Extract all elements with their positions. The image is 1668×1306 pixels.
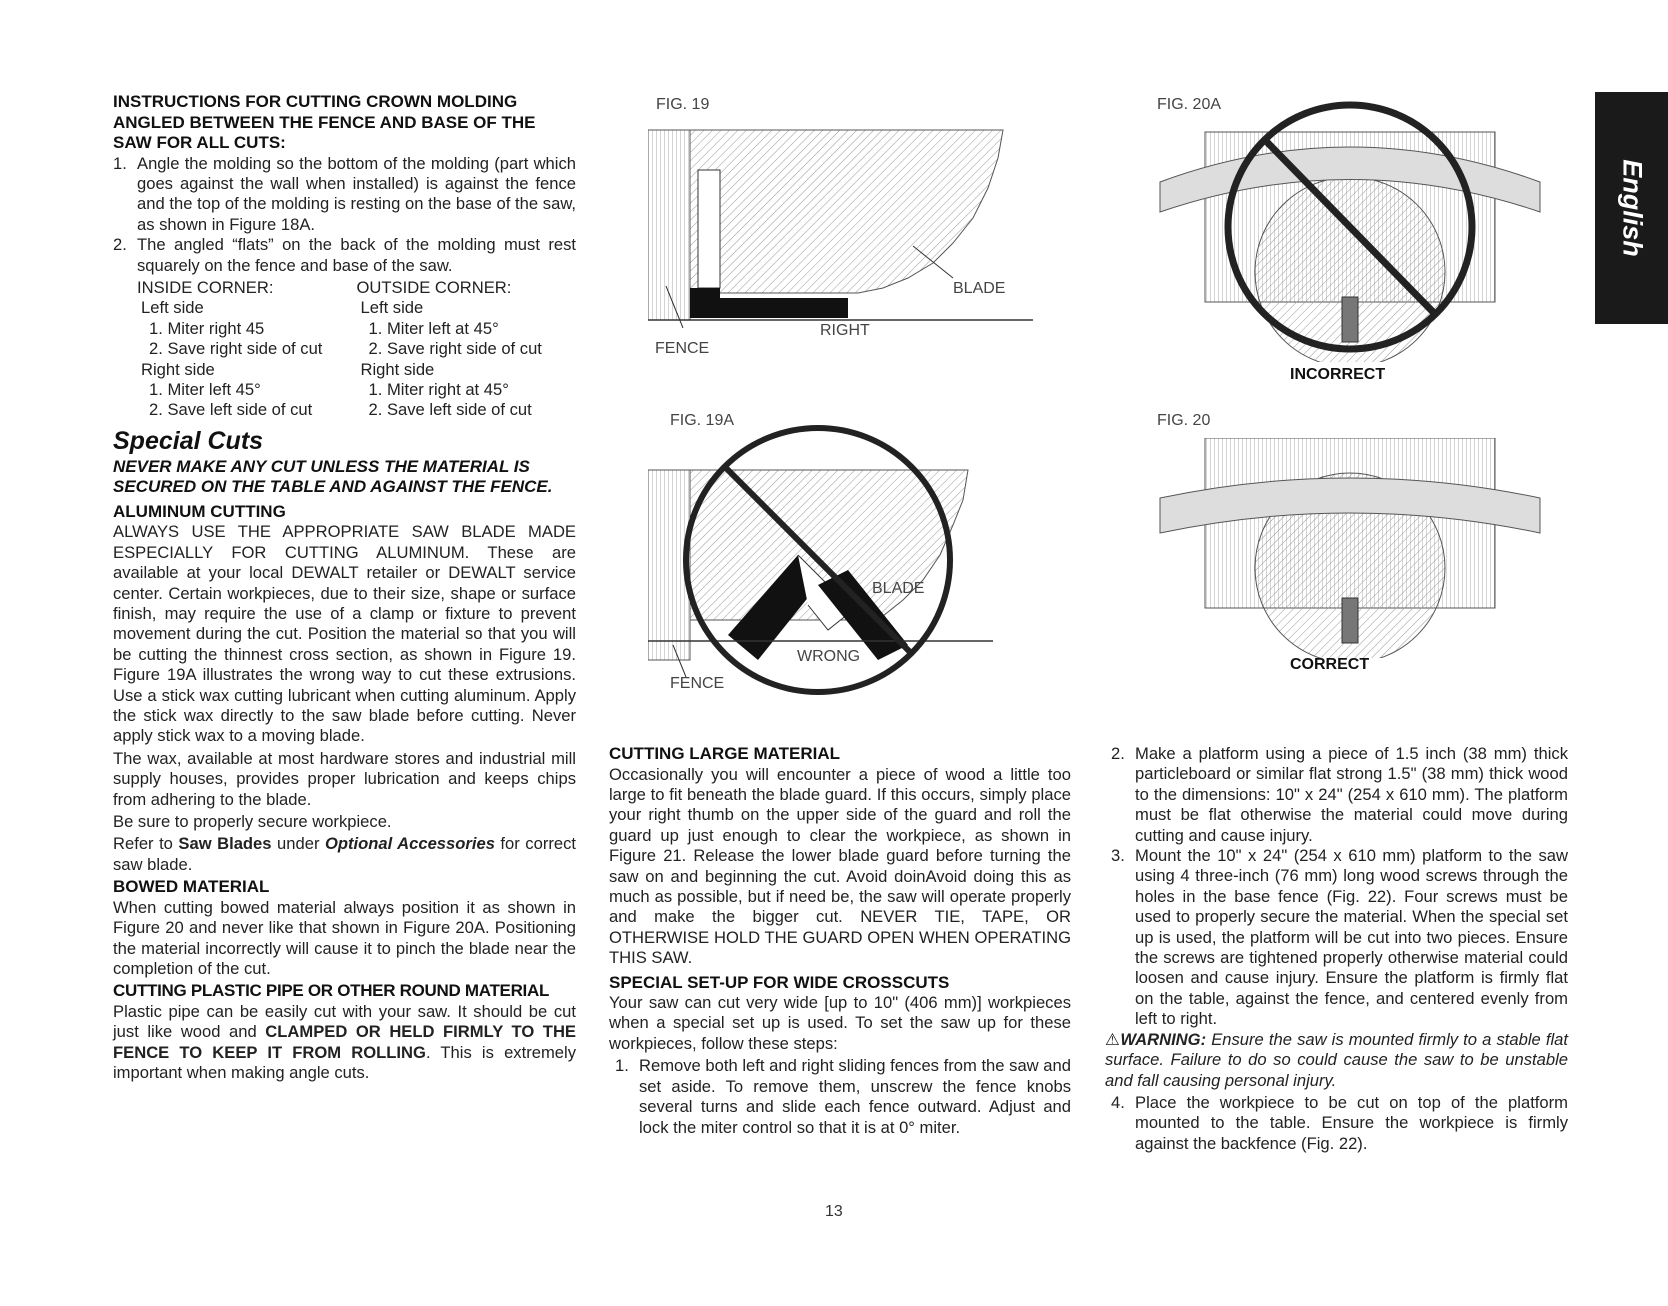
pipe-heading: CUTTING PLASTIC PIPE OR OTHER ROUND MATERIAL	[113, 981, 550, 1001]
warning-triangle-icon: ⚠	[1105, 1029, 1121, 1049]
language-tab-label: English	[1617, 159, 1647, 257]
warning-paragraph: ⚠WARNING: Ensure the saw is mounted firmly to a stable flat surface. Failure to do so could cause the saw to be unstable and fall causing personal injury.	[1105, 1029, 1568, 1090]
fig20a-caption: INCORRECT	[1290, 366, 1386, 383]
fig20-label: FIG. 20	[1157, 412, 1211, 429]
language-tab	[1595, 92, 1668, 324]
list-item: 4. Place the workpiece to be cut on top of the platform mounted to the table. Ensure the workpiece is firmly against the backfence (Fig. 22).	[1111, 1092, 1568, 1153]
fig19a-wrong-label: WRONG	[797, 648, 861, 665]
pipe-paragraph: Plastic pipe can be easily cut with your saw. It should be cut just like wood and CLAMPED OR HELD FIRMLY TO THE FENCE TO KEEP IT FROM ROLLING. This is extremely important when making angle cuts.	[113, 1001, 576, 1083]
fig20-caption: CORRECT	[1290, 656, 1370, 673]
column-right	[1105, 744, 1568, 1154]
fig19-blade-label: BLADE	[953, 280, 1006, 297]
large-material-heading: CUTTING LARGE MATERIAL	[609, 744, 841, 763]
page-number: 13	[825, 1203, 843, 1220]
fig20a-illustration	[1150, 92, 1550, 362]
large-material-paragraph: Occasionally you will encounter a piece of wood a little too large to fit beneath the blade guard. If this occurs, simply place your right thumb on the upper side of the guard and roll the guard up just enough to clear the workpiece, as shown in Figure 21. Release the lower blade guard before turning the saw on and beginning the cut. Avoid doinAvoid doing this as much as possible, but if need be, the saw will operate properly and make the bigger cut. NEVER TIE, TAPE, OR OTHERWISE HOLD THE GUARD OPEN WHEN OPERATING THIS SAW.	[609, 764, 1071, 968]
bowed-heading: BOWED MATERIAL	[113, 877, 270, 897]
outside-corner: OUTSIDE CORNER: Left side 1. Miter left at 45° 2. Save right side of cut Right side 1. Miter right at 45° 2. Save left side of cut	[356, 277, 542, 420]
crown-molding-heading: INSTRUCTIONS FOR CUTTING CROWN MOLDING ANGLED BETWEEN THE FENCE AND BASE OF THE SAW FOR ALL CUTS:	[113, 92, 536, 152]
list-item: 1. Angle the molding so the bottom of the molding (part which goes against the wall when installed) is against the fence and the top of the molding is resting on the base of the saw, as shown in Figure 18A.	[113, 153, 576, 234]
fig19a-label: FIG. 19A	[670, 412, 735, 429]
list-item: 2. The angled “flats” on the back of the molding must rest squarely on the fence and base of the saw.	[113, 235, 576, 275]
crosscut-steps-end	[1111, 1093, 1568, 1154]
aluminum-heading: ALUMINUM CUTTING	[113, 501, 286, 521]
crown-steps	[113, 154, 576, 276]
column-middle	[609, 744, 1071, 1138]
fig20-illustration	[1150, 438, 1550, 658]
list-item: 1. Remove both left and right sliding fences from the saw and set aside. To remove them, unscrew the fence knobs several turns and slide each fence outward. Adjust and lock the miter control so that it is at 0° miter.	[615, 1056, 1071, 1137]
fig19a-fence-label: FENCE	[670, 675, 725, 692]
aluminum-paragraph-3: Be sure to properly secure workpiece.	[113, 811, 392, 831]
fig19-right-label: RIGHT	[820, 322, 870, 339]
column-left	[113, 92, 576, 1085]
crosscut-steps-cont	[1111, 744, 1568, 1030]
crosscut-paragraph: Your saw can cut very wide [up to 10" (406 mm)] workpieces when a special set up is used. To set the saw up for these workpieces, follow these steps:	[609, 993, 1071, 1053]
fig19a-blade-label: BLADE	[872, 580, 925, 597]
special-cuts-warning: NEVER MAKE ANY CUT UNLESS THE MATERIAL IS SECURED ON THE TABLE AND AGAINST THE FENCE.	[113, 456, 553, 497]
aluminum-paragraph-1: ALWAYS USE THE APPROPRIATE SAW BLADE MADE ESPECIALLY FOR CUTTING ALUMINUM. These are available at your local DEWALT retailer or DEWALT service center. Certain workpieces, due to their size, shape or surface finish, may require the use of a clamp or fixture to prevent movement during the cut. Position the material so that you will be cutting the thinnest cross section, as shown in Figure 19. Figure 19A illustrates the wrong way to cut these extrusions. Use a stick wax cutting lubricant when cutting aluminum. Apply the stick wax directly to the saw blade before cutting. Never apply stick wax to a moving blade.	[113, 522, 576, 746]
inside-corner: INSIDE CORNER: Left side 1. Miter right 45 2. Save right side of cut Right side 1. Miter left 45° 2. Save left side of cut	[137, 277, 323, 420]
list-item: 3. Mount the 10" x 24" (254 x 610 mm) platform to the saw using 4 three-inch (76 mm) long wood screws through the holes in the base fence (Fig. 22). Four screws must be used to properly secure the material. When the special set up is used, the platform will be cut into two pieces. Ensure the screws are tightened properly otherwise material could loosen and cause injury. Ensure the platform is firmly flat on the table, against the fence, and centered evenly from left to right.	[1111, 846, 1568, 1029]
corner-table	[137, 278, 576, 421]
special-cuts-title: Special Cuts	[113, 426, 264, 455]
fig19-label: FIG. 19	[656, 96, 710, 113]
fig19-fence-label: FENCE	[655, 340, 710, 357]
refer-paragraph: Refer to Saw Blades under Optional Accessories for correct saw blade.	[113, 834, 577, 874]
crosscut-steps-start	[615, 1056, 1071, 1138]
bowed-paragraph: When cutting bowed material always position it as shown in Figure 20 and never like that shown in Figure 20A. Positioning the material incorrectly will cause it to pinch the blade near the completion of the cut.	[113, 897, 576, 978]
aluminum-paragraph-2: The wax, available at most hardware stores and industrial mill supply houses, provides proper lubrication and keeps chips from adhering to the blade.	[113, 748, 576, 809]
list-item: 2. Make a platform using a piece of 1.5 inch (38 mm) thick particleboard or similar flat strong 1.5" (38 mm) thick wood to the dimensions: 10" x 24" (254 x 610 mm). The platform must be flat otherwise the material could move during cutting and cause injury.	[1111, 744, 1568, 845]
crosscut-heading: SPECIAL SET-UP FOR WIDE CROSSCUTS	[609, 972, 950, 992]
fig20a-label: FIG. 20A	[1157, 96, 1222, 113]
